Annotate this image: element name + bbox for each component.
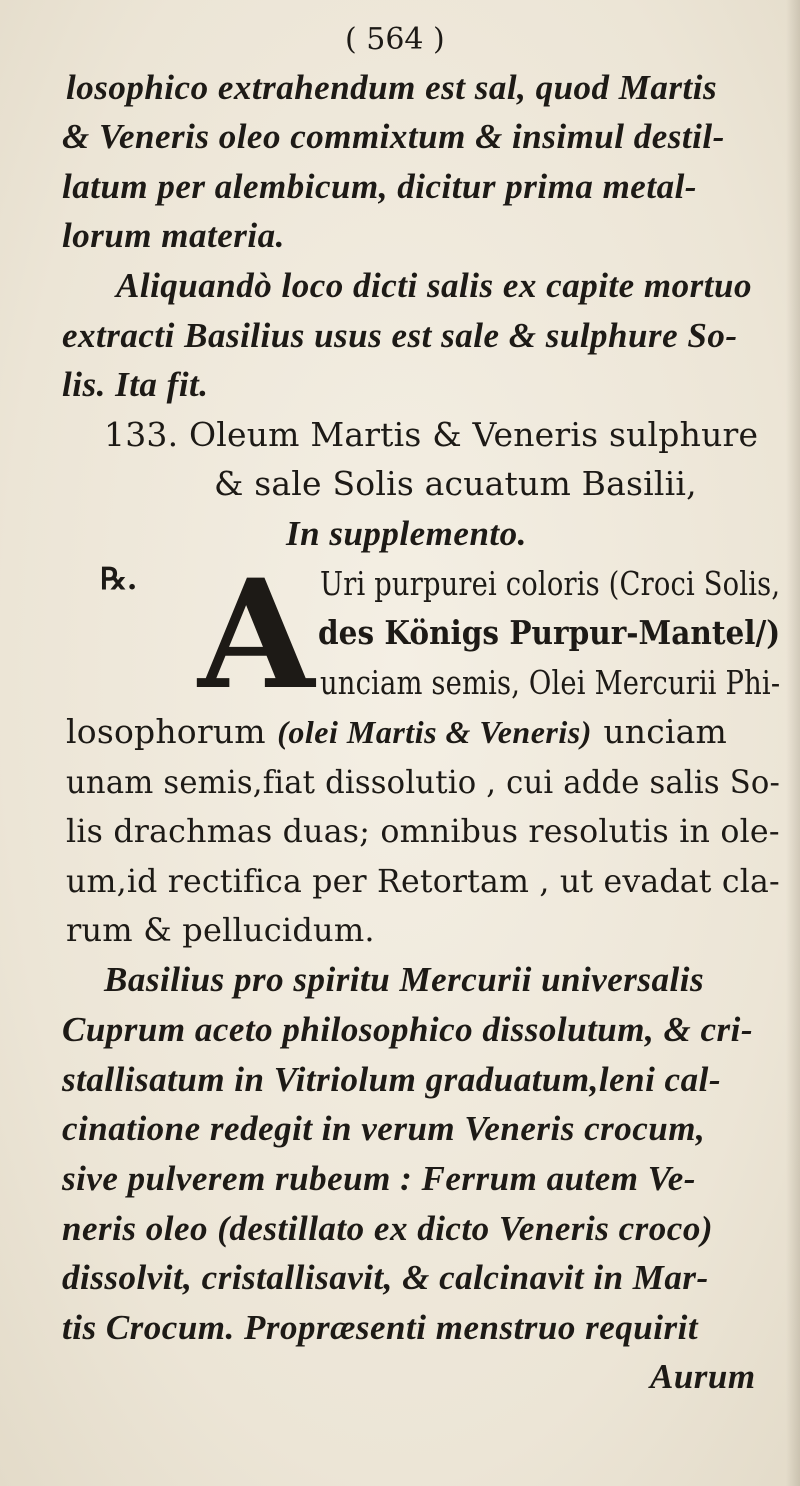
text-span: unciam [603, 712, 728, 751]
text-line-mixed [66, 710, 727, 754]
drop-cap-initial: A [198, 547, 315, 723]
catchword: Aurum [650, 1357, 756, 1396]
text-line: tis Crocum. Propræsenti menstruo requirit [62, 1308, 699, 1347]
text-line: Cuprum aceto philosophico dissolutum, & cri- [62, 1010, 753, 1049]
text-span: losophorum [66, 712, 266, 751]
text-line: unciam semis, Olei Mercurii Phi- [320, 663, 781, 702]
text-line: rum & pellucidum. [66, 911, 375, 949]
text-line: & Veneris oleo commixtum & insimul destil- [62, 117, 725, 156]
text-line: um,id rectifica per Retortam , ut evadat cla- [66, 862, 780, 900]
text-span-italic: (olei Martis & Veneris) [277, 714, 592, 750]
page-number: ( 564 ) [345, 22, 445, 57]
text-line: Aliquandò loco dicti salis ex capite mortuo [116, 266, 752, 305]
text-line: cinatione redegit in verum Veneris crocum, [62, 1109, 706, 1148]
page-edge-shadow [786, 0, 800, 1486]
text-line: dissolvit, cristallisavit, & calcinavit in Mar- [62, 1258, 709, 1297]
text-line: extracti Basilius usus est sale & sulphure So- [62, 316, 738, 355]
text-line: latum per alembicum, dicitur prima metal- [62, 167, 697, 206]
text-line: stallisatum in Vitriolum graduatum,leni cal- [62, 1060, 721, 1099]
text-line: losophico extrahendum est sal, quod Martis [66, 68, 718, 107]
section-heading: & sale Solis acuatum Basilii, [214, 464, 697, 503]
section-heading: 133. Oleum Martis & Veneris sulphure [104, 415, 759, 454]
text-line: neris oleo (destillato ex dicto Veneris croco) [62, 1209, 713, 1248]
text-line: lorum materia. [62, 216, 285, 255]
text-line: Basilius pro spiritu Mercurii universalis [104, 960, 705, 999]
section-subheading: In supplemento. [286, 514, 527, 553]
text-line: unam semis,fiat dissolutio , cui adde salis So- [66, 763, 781, 801]
text-line: Uri purpurei coloris (Croci Solis, [320, 564, 781, 603]
text-line-blackletter: des Königs Purpur-Mantel/) [318, 613, 781, 652]
recipe-symbol: ℞. [100, 562, 138, 597]
text-line: sive pulverem rubeum : Ferrum autem Ve- [62, 1159, 696, 1198]
text-line: lis. Ita fit. [62, 365, 209, 404]
text-line: lis drachmas duas; omnibus resolutis in ole- [66, 812, 780, 850]
